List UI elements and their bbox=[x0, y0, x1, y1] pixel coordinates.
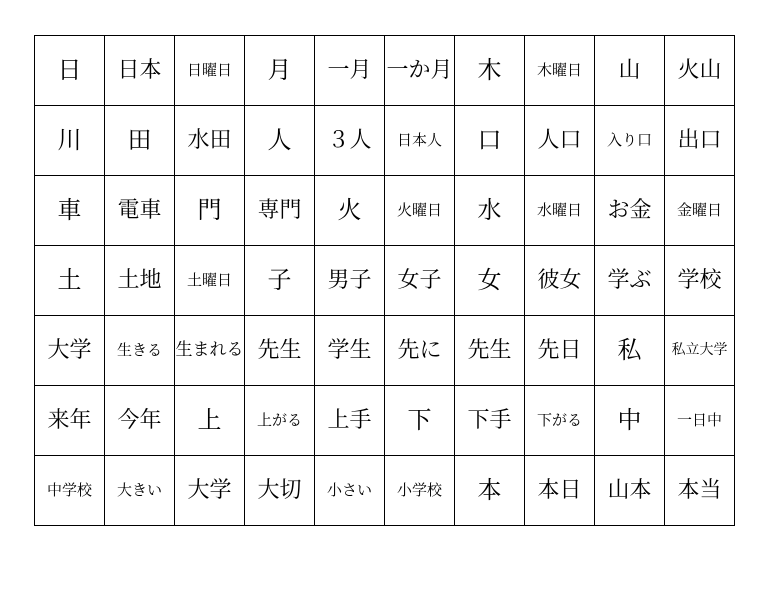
kanji-card: 木 bbox=[455, 36, 525, 106]
kanji-card: 電車 bbox=[105, 176, 175, 246]
kanji-card: 来年 bbox=[35, 386, 105, 456]
kanji-card: 火 bbox=[315, 176, 385, 246]
kanji-card: 彼女 bbox=[525, 246, 595, 316]
kanji-card: 大学 bbox=[175, 456, 245, 526]
kanji-card: 日本人 bbox=[385, 106, 455, 176]
kanji-card: 入り口 bbox=[595, 106, 665, 176]
kanji-card: 女 bbox=[455, 246, 525, 316]
kanji-card: 大きい bbox=[105, 456, 175, 526]
kanji-flashcard-grid bbox=[34, 35, 735, 526]
kanji-card: 門 bbox=[175, 176, 245, 246]
kanji-card: 大学 bbox=[35, 316, 105, 386]
kanji-card: 女子 bbox=[385, 246, 455, 316]
kanji-card: 上 bbox=[175, 386, 245, 456]
kanji-card: 先に bbox=[385, 316, 455, 386]
kanji-card: 先生 bbox=[455, 316, 525, 386]
kanji-card: 中学校 bbox=[35, 456, 105, 526]
kanji-card: 学校 bbox=[665, 246, 735, 316]
kanji-card: 下 bbox=[385, 386, 455, 456]
kanji-card: 水田 bbox=[175, 106, 245, 176]
kanji-card: 中 bbox=[595, 386, 665, 456]
kanji-card: 日曜日 bbox=[175, 36, 245, 106]
kanji-card: 日本 bbox=[105, 36, 175, 106]
kanji-card: 先日 bbox=[525, 316, 595, 386]
kanji-card: 下手 bbox=[455, 386, 525, 456]
kanji-card: 学ぶ bbox=[595, 246, 665, 316]
kanji-card: 金曜日 bbox=[665, 176, 735, 246]
kanji-card: 先生 bbox=[245, 316, 315, 386]
kanji-card: 火山 bbox=[665, 36, 735, 106]
kanji-card: 本 bbox=[455, 456, 525, 526]
grid-row bbox=[35, 456, 735, 526]
grid-row bbox=[35, 316, 735, 386]
kanji-card: 生きる bbox=[105, 316, 175, 386]
kanji-card: 小学校 bbox=[385, 456, 455, 526]
kanji-card: 山本 bbox=[595, 456, 665, 526]
kanji-card: 水 bbox=[455, 176, 525, 246]
kanji-card: 私 bbox=[595, 316, 665, 386]
grid-row bbox=[35, 386, 735, 456]
kanji-card: 一月 bbox=[315, 36, 385, 106]
kanji-card: 人口 bbox=[525, 106, 595, 176]
kanji-card: 本当 bbox=[665, 456, 735, 526]
kanji-card: 下がる bbox=[525, 386, 595, 456]
kanji-card: 車 bbox=[35, 176, 105, 246]
kanji-card: 専門 bbox=[245, 176, 315, 246]
kanji-card: 私立大学 bbox=[665, 316, 735, 386]
kanji-card: 口 bbox=[455, 106, 525, 176]
kanji-card: 田 bbox=[105, 106, 175, 176]
kanji-card: 学生 bbox=[315, 316, 385, 386]
kanji-card: 今年 bbox=[105, 386, 175, 456]
kanji-card: 子 bbox=[245, 246, 315, 316]
grid-row bbox=[35, 36, 735, 106]
kanji-card: 日 bbox=[35, 36, 105, 106]
kanji-card: 一日中 bbox=[665, 386, 735, 456]
kanji-card: 本日 bbox=[525, 456, 595, 526]
kanji-card: 一か月 bbox=[385, 36, 455, 106]
kanji-card: お金 bbox=[595, 176, 665, 246]
kanji-card: 土 bbox=[35, 246, 105, 316]
kanji-card: 川 bbox=[35, 106, 105, 176]
kanji-card: ３人 bbox=[315, 106, 385, 176]
kanji-card: 山 bbox=[595, 36, 665, 106]
kanji-card: 土地 bbox=[105, 246, 175, 316]
kanji-card: 人 bbox=[245, 106, 315, 176]
kanji-card: 生まれる bbox=[175, 316, 245, 386]
kanji-card: 小さい bbox=[315, 456, 385, 526]
grid-row bbox=[35, 176, 735, 246]
kanji-card: 火曜日 bbox=[385, 176, 455, 246]
kanji-card: 土曜日 bbox=[175, 246, 245, 316]
kanji-card: 木曜日 bbox=[525, 36, 595, 106]
grid-row bbox=[35, 106, 735, 176]
kanji-card: 出口 bbox=[665, 106, 735, 176]
kanji-card: 月 bbox=[245, 36, 315, 106]
kanji-card: 水曜日 bbox=[525, 176, 595, 246]
grid-row bbox=[35, 246, 735, 316]
kanji-card: 上手 bbox=[315, 386, 385, 456]
kanji-card: 上がる bbox=[245, 386, 315, 456]
kanji-card: 男子 bbox=[315, 246, 385, 316]
kanji-card: 大切 bbox=[245, 456, 315, 526]
